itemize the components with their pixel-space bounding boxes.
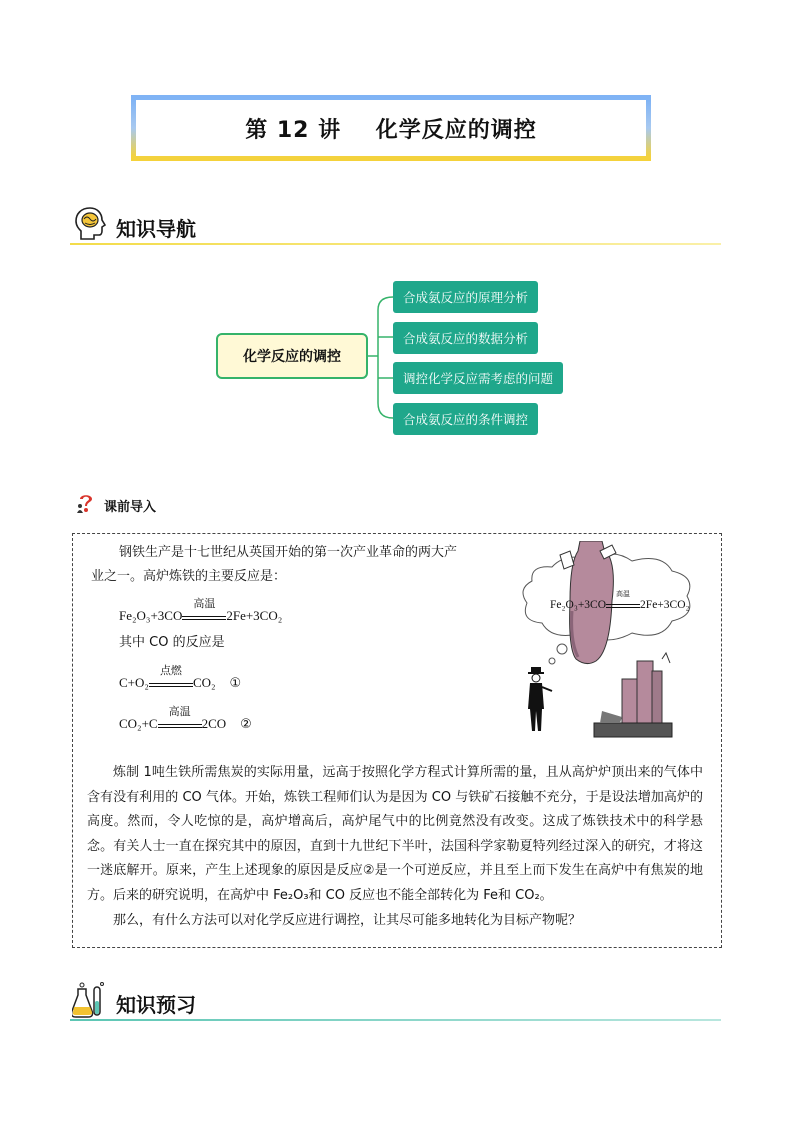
mindmap-branch-label: 合成氨反应的原理分析 [403, 290, 529, 305]
eq-right: 2Fe+3CO₂ [640, 599, 690, 611]
eq-left: Fe₂O₃+3CO [119, 608, 183, 623]
equation-main [119, 597, 283, 624]
equation-2 [119, 705, 252, 732]
equation-1 [119, 664, 242, 691]
blast-furnace-illustration [512, 541, 707, 741]
intro-line: 钢铁生产是十七世纪从英国开始的第一次产业革命的两大产 [119, 545, 458, 560]
picture-equation [550, 590, 690, 611]
eq-number: ① [229, 676, 242, 691]
section-divider [70, 243, 721, 245]
intro-heading-text: 课前导入 [104, 500, 157, 515]
eq-left: C+O₂ [119, 675, 149, 690]
mindmap-branch [393, 322, 538, 354]
mindmap-branch [393, 362, 563, 394]
eq-right: 2Fe+3CO₂ [226, 608, 283, 623]
section-divider [70, 1019, 721, 1021]
section-title: 知识预习 [116, 993, 196, 1017]
mindmap-root [216, 333, 368, 379]
furnace-drawing [512, 541, 707, 741]
eq-condition: 高温 [168, 705, 191, 718]
section-title: 知识导航 [116, 217, 196, 241]
intro-question: 那么，有什么方法可以对化学反应进行调控，让其尽可能多地转化为目标产物呢？ [113, 913, 582, 928]
eq-left: Fe₂O₃+3CO [550, 599, 607, 611]
eq-right: 2CO [201, 716, 227, 731]
mindmap-branch-label: 合成氨反应的条件调控 [403, 412, 529, 427]
mindmap-branch [393, 403, 538, 435]
mindmap-branch-label: 调控化学反应需考虑的问题 [403, 371, 554, 386]
eq-condition: 高温 [616, 590, 631, 598]
section-preview [70, 981, 721, 1021]
eq-condition: 点燃 [159, 664, 182, 677]
eq-right: CO₂ [192, 675, 216, 690]
intro-line: 业之一。高炉炼铁的主要反应是： [91, 569, 287, 584]
eq-left: CO₂+C [119, 716, 158, 731]
question-mark-icon [76, 492, 96, 514]
mindmap-branch-label: 合成氨反应的数据分析 [403, 331, 529, 346]
eq-number: ② [240, 717, 252, 732]
lab-flask-icon [72, 981, 108, 1019]
intro-paragraph: 炼制 1吨生铁所需焦炭的实际用量，远高于按照化学方程式计算所需的量，且从高炉炉顶出来的气体中含有没有利用的 CO 气体。开始，炼铁工程师们认为是因为 CO 与铁矿石接触不充分，于是设法增加高炉的高度。然而，令人吃惊的是，高炉增高后，高炉尾气中的比例竟然没有改变。这成了炼铁技术中的科学悬念。有关人士一直在探究其中的原因，直到十九世纪下半叶，法国科学家勒夏特列经过深入的研究，才将这一迷底解开。原来，产生上述现象的原因是反应②是一个可逆反应，并且至上而下发生在高炉中有焦炭的地方。后来的研究说明，在高炉中 Fe₂O₃和 CO 反应也不能全部转化为 Fe和 CO₂。 [87, 765, 703, 903]
page-title: 第 12 讲 化学反应的调控 [245, 117, 537, 143]
section-nav [70, 205, 721, 245]
brain-lightbulb-icon [72, 205, 108, 243]
title-box [131, 95, 651, 161]
mindmap-branch [393, 281, 538, 313]
eq-condition: 高温 [193, 597, 216, 610]
intro-line: 其中 CO 的反应是 [119, 635, 225, 650]
mindmap-root-label: 化学反应的调控 [243, 349, 341, 365]
